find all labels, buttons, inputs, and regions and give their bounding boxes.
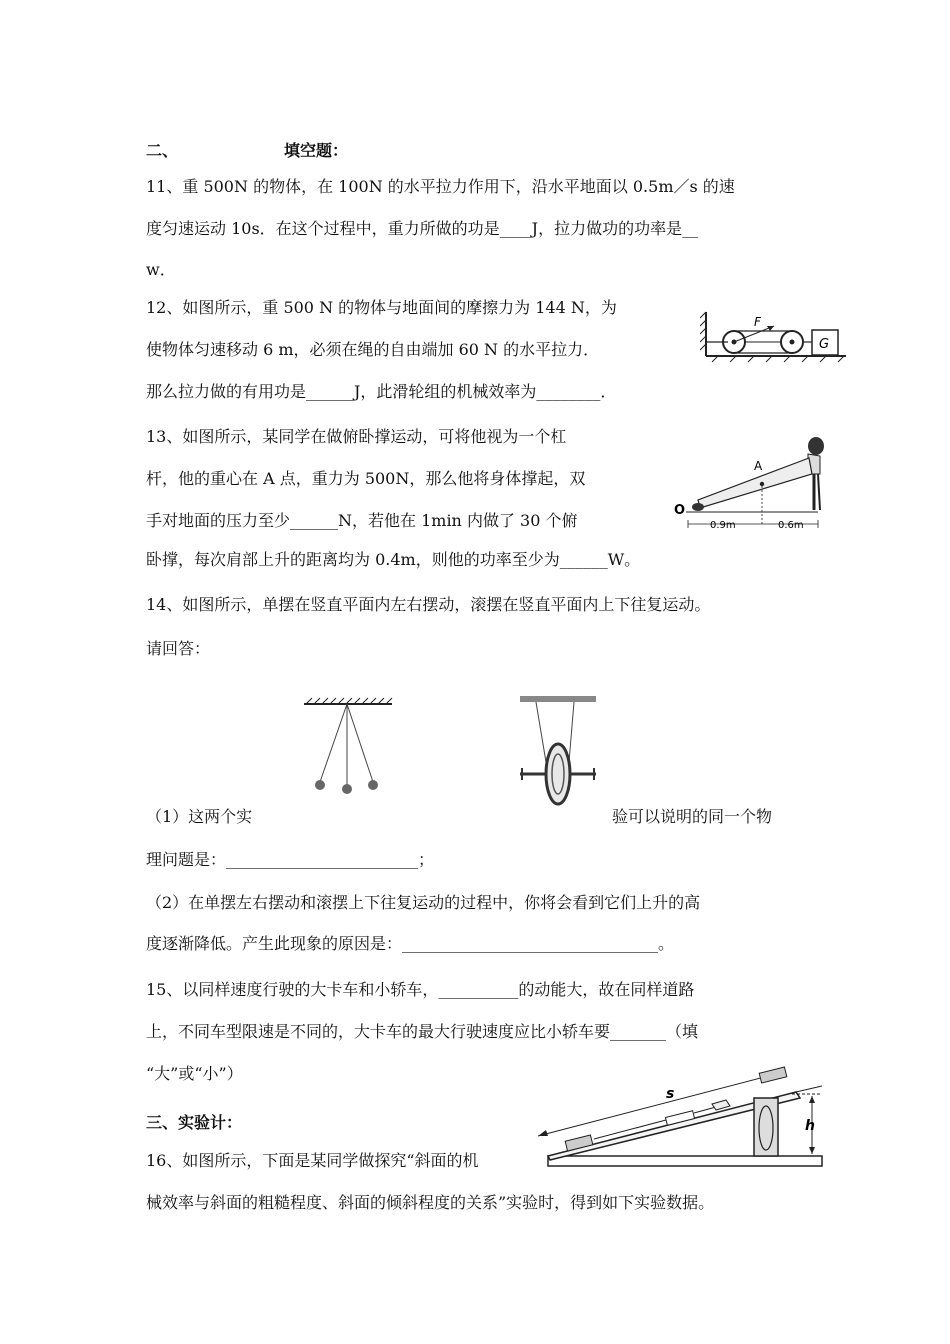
q14-part2-line1: （2）在单摆左右摆动和滚摆上下往复运动的过程中，你将会看到它们上升的高	[146, 893, 701, 912]
q13-line1: 13、如图所示，某同学在做俯卧撑运动，可将他视为一个杠	[146, 427, 567, 446]
section-number: 二、	[146, 141, 179, 160]
q11-line2: 度匀速运动 10s．在这个过程中，重力所做的功是____J，拉力做功的功率是__	[146, 219, 699, 238]
q14-part2-line2: 度逐渐降低。产生此现象的原因是：________________________________。	[146, 934, 675, 953]
point-a-label: A	[754, 459, 763, 473]
q15-line1: 15、以同样速度行驶的大卡车和小轿车，__________的动能大，故在同样道路	[146, 980, 695, 999]
incline-figure	[526, 1056, 826, 1174]
q14-part1-start: （1）这两个实	[146, 807, 253, 826]
q16-line2: 械效率与斜面的粗糙程度、斜面的倾斜程度的关系”实验时，得到如下实验数据。	[146, 1193, 715, 1212]
force-label: F	[754, 315, 761, 329]
slope-length-label: s	[666, 1086, 675, 1102]
q13-line2: 杆，他的重心在 A 点，重力为 500N，那么他将身体撑起，双	[146, 469, 586, 488]
maxwell-wheel-figure	[516, 694, 600, 808]
pushup-figure	[668, 430, 844, 536]
q12-line1: 12、如图所示，重 500 N 的物体与地面间的摩擦力为 144 N，为	[146, 298, 617, 317]
q14-part1-line2: 理问题是：________________________；	[146, 850, 435, 869]
pendulum-figure	[300, 696, 396, 800]
section-title: 填空题：	[284, 141, 349, 160]
q13-line3: 手对地面的压力至少______N，若他在 1min 内做了 30 个俯	[146, 511, 578, 530]
q15-line2: 上，不同车型限速是不同的，大卡车的最大行驶速度应比小轿车要_______（填	[146, 1022, 699, 1041]
q13-line4: 卧撑，每次肩部上升的距离均为 0.4m，则他的功率至少为______W。	[146, 550, 641, 569]
q15-line3: “大”或“小”）	[146, 1064, 243, 1083]
distance-2-label: 0.6m	[778, 520, 804, 531]
pulley-figure	[700, 308, 848, 364]
q11-line3: w．	[146, 260, 176, 279]
q12-line2: 使物体匀速移动 6 m，必须在绳的自由端加 60 N 的水平拉力．	[146, 340, 600, 359]
section3-title: 三、实验计：	[146, 1113, 243, 1132]
distance-1-label: 0.9m	[710, 520, 736, 531]
block-label: G	[819, 337, 830, 352]
q12-line3: 那么拉力做的有用功是______J，此滑轮组的机械效率为________．	[146, 382, 617, 401]
q16-line1: 16、如图所示，下面是某同学做探究“斜面的机	[146, 1151, 479, 1170]
q11-line1: 11、重 500N 的物体，在 100N 的水平拉力作用下，沿水平地面以 0.5m／s 的速	[146, 177, 735, 196]
q14-line1: 14、如图所示，单摆在竖直平面内左右摆动，滚摆在竖直平面内上下往复运动。	[146, 595, 711, 614]
height-label: h	[805, 1118, 815, 1134]
q14-part1-end: 验可以说明的同一个物	[612, 807, 773, 826]
q14-line2: 请回答：	[146, 639, 211, 658]
point-o-label: O	[674, 503, 686, 518]
